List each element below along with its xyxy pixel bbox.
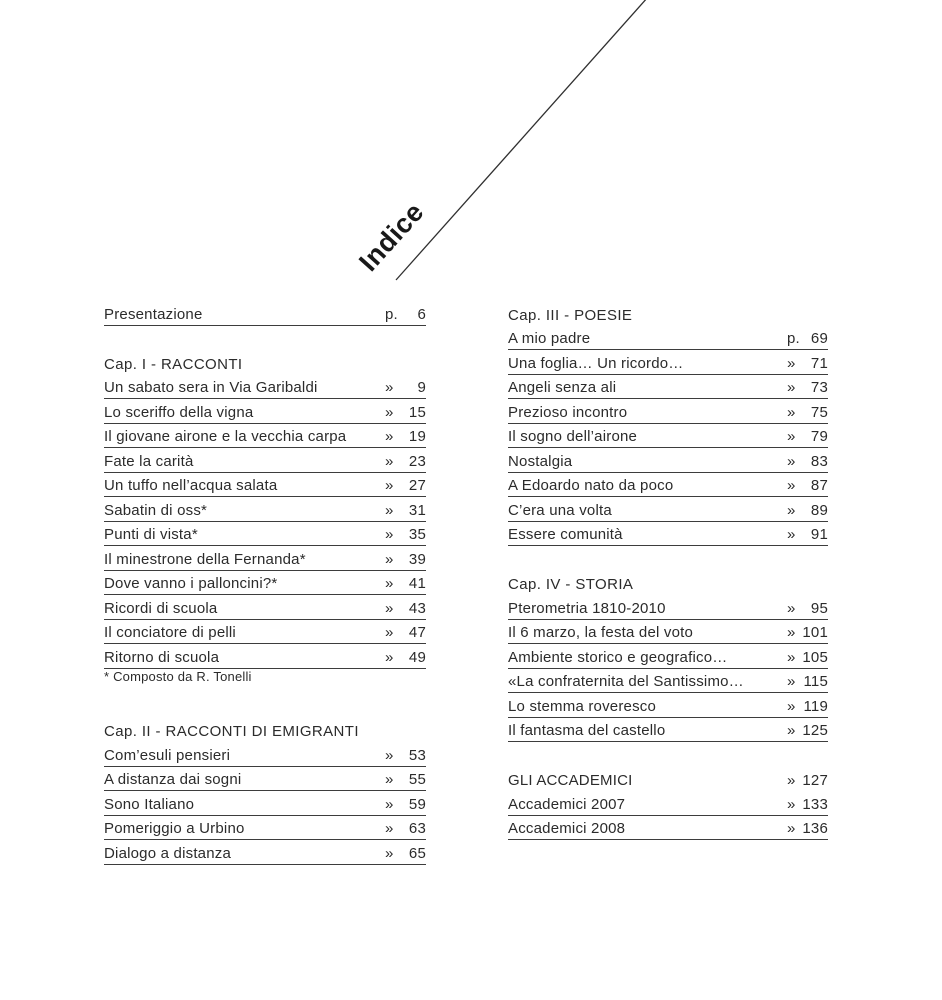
entry-page-number: 119 — [803, 697, 828, 715]
toc-entry — [104, 620, 426, 645]
toc-entry — [104, 473, 426, 498]
entry-page-number: 89 — [810, 501, 828, 519]
entry-page-number: 49 — [408, 648, 426, 666]
entry-page-marker: » — [385, 477, 394, 494]
entry-page-marker: » — [385, 771, 394, 788]
entry-page-marker: » — [787, 772, 796, 789]
entry-page-number: 47 — [408, 624, 426, 641]
toc-column-left — [104, 301, 426, 865]
entry-page-marker: » — [787, 795, 796, 813]
toc-entry — [508, 791, 828, 816]
toc-entry — [508, 375, 828, 400]
entry-page-number: 115 — [803, 673, 828, 690]
entry-page-number: 19 — [408, 428, 426, 445]
chapter-heading — [104, 350, 426, 375]
entry-page-marker: » — [787, 403, 796, 421]
entry-title: C’era una volta — [508, 502, 612, 518]
entry-title: Fate la carità — [104, 453, 194, 469]
entry-page-number: 133 — [802, 795, 828, 813]
chapter-heading-label: Cap. II - RACCONTI DI EMIGRANTI — [104, 723, 359, 740]
toc-entry — [104, 546, 426, 571]
entry-title: Lo stemma roveresco — [508, 698, 657, 714]
entry-page-number: 91 — [810, 526, 828, 543]
entry-page-number: 15 — [408, 403, 426, 421]
toc-entry — [104, 767, 426, 792]
toc-entry — [508, 473, 828, 498]
entry-title: A Edoardo nato da poco — [508, 478, 674, 493]
entry-title: Ritorno di scuola — [104, 649, 220, 665]
entry-page-number: 39 — [408, 550, 426, 568]
entry-page-marker: » — [385, 403, 394, 421]
toc-entry — [104, 840, 426, 865]
entry-title: Ricordi di scuola — [104, 600, 218, 616]
section-spacer — [104, 326, 426, 351]
entry-page-marker: » — [787, 722, 796, 739]
entry-title: Ambiente storico e geografico… — [508, 649, 728, 665]
toc-entry — [508, 644, 828, 669]
toc-entry — [508, 718, 828, 743]
entry-page-marker: » — [385, 575, 394, 592]
entry-page-number: 105 — [802, 648, 828, 666]
footnote-label: * Composto da R. Tonelli — [104, 668, 252, 684]
toc-entry — [508, 620, 828, 645]
entry-title: Pomeriggio a Urbino — [104, 821, 245, 836]
entry-title: Punti di vista* — [104, 527, 198, 542]
toc-entry — [508, 669, 828, 694]
entry-page-number: 65 — [408, 844, 426, 862]
toc-entry — [104, 399, 426, 424]
entry-title: Com’esuli pensieri — [104, 747, 231, 763]
entry-title: Dove vanno i palloncini?* — [104, 576, 278, 591]
entry-page-number: 6 — [417, 305, 426, 323]
entry-page-marker: » — [385, 501, 394, 519]
entry-page-marker: » — [385, 820, 394, 837]
entry-page-number: 127 — [802, 772, 828, 789]
entry-page-marker: » — [787, 354, 796, 372]
toc-entry — [508, 595, 828, 620]
entry-page-number: 83 — [810, 452, 828, 470]
toc-entry — [104, 816, 426, 841]
entry-page-marker: » — [385, 550, 394, 568]
entry-page-number: 53 — [408, 746, 426, 764]
entry-title: Il 6 marzo, la festa del voto — [508, 625, 694, 640]
entry-title: Una foglia… Un ricordo… — [508, 355, 684, 371]
footnote — [104, 669, 426, 694]
toc-entry — [508, 326, 828, 351]
entry-page-number: 35 — [408, 526, 426, 543]
chapter-heading-label: Cap. III - POESIE — [508, 306, 633, 324]
entry-page-number: 95 — [810, 599, 828, 617]
entry-page-marker: » — [385, 844, 394, 862]
entry-page-number: 27 — [408, 477, 426, 494]
toc-entry — [508, 693, 828, 718]
entry-title: Il fantasma del castello — [508, 723, 666, 738]
entry-title: Il minestrone della Fernanda* — [104, 551, 306, 567]
entry-page-marker: » — [385, 452, 394, 470]
entry-page-number: 63 — [408, 820, 426, 837]
section-spacer — [508, 546, 828, 571]
toc-entry — [104, 791, 426, 816]
entry-title: Sono Italiano — [104, 796, 195, 812]
entry-page-number: 9 — [417, 379, 426, 396]
entry-page-marker: » — [385, 379, 394, 396]
toc-entry — [104, 424, 426, 449]
toc-entry — [508, 522, 828, 547]
chapter-heading — [508, 301, 828, 326]
toc-entry — [104, 497, 426, 522]
entry-page-marker: » — [787, 526, 796, 543]
entry-page-number: 43 — [408, 599, 426, 617]
entry-title: Il giovane airone e la vecchia carpa — [104, 429, 347, 444]
entry-page-marker: » — [385, 599, 394, 617]
entry-title: Sabatin di oss* — [104, 502, 208, 518]
entry-page-number: 73 — [810, 379, 828, 396]
entry-page-marker: » — [385, 795, 394, 813]
chapter-heading — [104, 718, 426, 743]
entry-page-number: 75 — [810, 403, 828, 421]
entry-page-number: 125 — [802, 722, 828, 739]
entry-title: Presentazione — [104, 306, 203, 322]
entry-page-marker: » — [787, 379, 796, 396]
entry-page-number: 136 — [802, 820, 828, 837]
section-spacer — [104, 693, 426, 718]
chapter-heading-label: Cap. I - RACCONTI — [104, 355, 243, 373]
entry-title: A mio padre — [508, 331, 591, 346]
toc-entry — [508, 497, 828, 522]
entry-page-number: 41 — [408, 575, 426, 592]
indice-header — [0, 0, 942, 300]
entry-page-marker: » — [787, 599, 796, 617]
indice-label: Indice — [353, 196, 430, 278]
entry-page-number: 69 — [810, 330, 828, 347]
entry-title: Accademici 2008 — [508, 821, 626, 836]
entry-title: Un tuffo nell’acqua salata — [104, 478, 278, 493]
toc-entry — [508, 399, 828, 424]
entry-page-marker: » — [787, 697, 796, 715]
toc-entry — [508, 816, 828, 841]
entry-title: Nostalgia — [508, 453, 573, 469]
entry-page-marker: » — [787, 501, 796, 519]
entry-title: Accademici 2007 — [508, 796, 626, 812]
entry-page-number: 87 — [810, 477, 828, 494]
toc-entry — [104, 448, 426, 473]
entry-page-marker: » — [787, 648, 796, 666]
entry-page-marker: » — [787, 624, 796, 641]
entry-page-marker: » — [385, 624, 394, 641]
toc-entry — [508, 424, 828, 449]
entry-page-marker: » — [385, 428, 394, 445]
entry-page-marker: » — [787, 452, 796, 470]
entry-title: Il sogno dell’airone — [508, 429, 638, 444]
toc-entry — [104, 375, 426, 400]
entry-page-number: 23 — [408, 452, 426, 470]
entry-title: Un sabato sera in Via Garibaldi — [104, 380, 318, 395]
toc-entry — [104, 644, 426, 669]
entry-page-number: 71 — [810, 354, 828, 372]
entry-page-marker: » — [787, 820, 796, 837]
chapter-heading-label: Cap. IV - STORIA — [508, 576, 634, 593]
entry-page-marker: » — [787, 673, 796, 690]
toc-column-right — [508, 301, 828, 840]
chapter-heading — [508, 571, 828, 596]
entry-page-marker: » — [787, 477, 796, 494]
entry-title: Angeli senza ali — [508, 380, 617, 395]
toc-entry — [104, 522, 426, 547]
toc-entry — [104, 742, 426, 767]
toc-entry — [508, 448, 828, 473]
entry-title: Dialogo a distanza — [104, 845, 232, 861]
entry-page-number: 55 — [408, 771, 426, 788]
entry-title: Essere comunità — [508, 527, 623, 542]
section-spacer — [508, 742, 828, 767]
entry-title: A distanza dai sogni — [104, 772, 242, 787]
entry-title: Prezioso incontro — [508, 404, 628, 420]
toc-entry — [104, 301, 426, 326]
entry-page-number: 31 — [408, 501, 426, 519]
entry-page-number: 59 — [408, 795, 426, 813]
entry-page-marker: » — [385, 746, 394, 764]
toc-entry — [508, 767, 828, 792]
entry-title: «La confraternita del Santissimo… — [508, 674, 744, 689]
entry-page-marker: » — [385, 648, 394, 666]
entry-title: Lo sceriffo della vigna — [104, 404, 254, 420]
entry-title: Il conciatore di pelli — [104, 625, 236, 640]
toc-entry — [508, 350, 828, 375]
entry-page-marker: p. — [787, 330, 800, 347]
entry-title: Pterometria 1810-2010 — [508, 600, 666, 616]
toc-entry — [104, 595, 426, 620]
entry-page-number: 101 — [802, 624, 828, 641]
entry-title: GLI ACCADEMICI — [508, 773, 633, 788]
entry-page-number: 79 — [810, 428, 828, 445]
toc-entry — [104, 571, 426, 596]
entry-page-marker: » — [385, 526, 394, 543]
entry-page-marker: p. — [385, 305, 398, 323]
entry-page-marker: » — [787, 428, 796, 445]
diagonal-line — [396, 0, 648, 280]
